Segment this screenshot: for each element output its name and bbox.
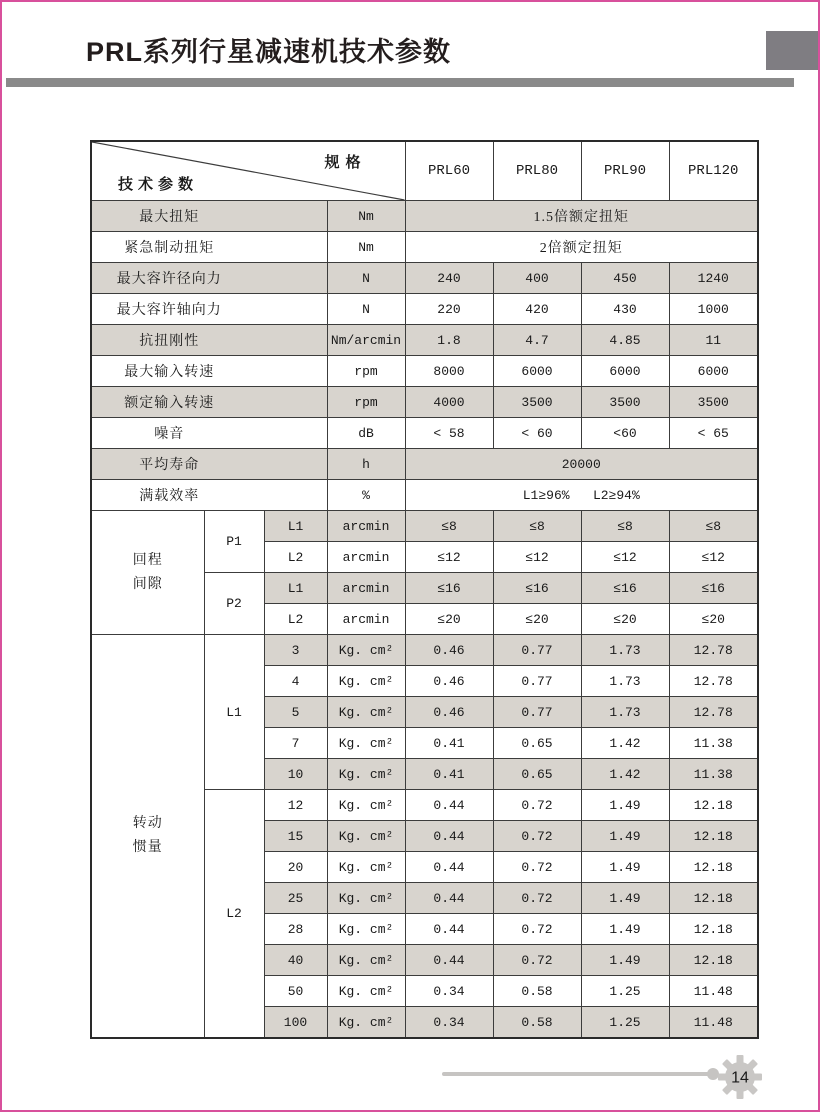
unit-cell: Nm (327, 232, 405, 263)
value-cell: 0.41 (405, 728, 493, 759)
unit-cell: Kg. cm² (327, 914, 405, 945)
unit-cell: arcmin (327, 511, 405, 542)
value-cell: ≤16 (405, 573, 493, 604)
model-header-prl60: PRL60 (405, 141, 493, 201)
page-number-gear (716, 1053, 764, 1101)
ratio-cell: 20 (264, 852, 327, 883)
value-cell: 12.18 (669, 852, 758, 883)
level-cell: L2 (264, 604, 327, 635)
value-cell: 11.48 (669, 1007, 758, 1039)
value-cell: ≤16 (493, 573, 581, 604)
unit-cell: dB (327, 418, 405, 449)
level-cell: L2 (264, 542, 327, 573)
param-name-cell: 满载效率 (91, 480, 327, 511)
row-average-life (91, 449, 758, 480)
footer-rule (442, 1072, 714, 1076)
unit-cell: Kg. cm² (327, 821, 405, 852)
value-cell: 4.85 (581, 325, 669, 356)
value-cell: 1.73 (581, 697, 669, 728)
value-cell: 1.49 (581, 883, 669, 914)
ratio-cell: 50 (264, 976, 327, 1007)
value-cell: 1.8 (405, 325, 493, 356)
param-name-cell: 最大扭矩 (91, 201, 327, 232)
value-cell: 6000 (669, 356, 758, 387)
backlash-group-line2: 间隙 (132, 576, 163, 592)
level-cell: L1 (264, 573, 327, 604)
header-row (91, 141, 758, 201)
value-cell: 1.49 (581, 852, 669, 883)
value-cell: 0.46 (405, 666, 493, 697)
param-corner-label: 技术参数 (118, 177, 199, 193)
value-cell: 1.25 (581, 1007, 669, 1039)
value-cell: 0.72 (493, 790, 581, 821)
ratio-cell: 7 (264, 728, 327, 759)
value-cell: 0.41 (405, 759, 493, 790)
value-cell: 0.72 (493, 852, 581, 883)
ratio-cell: 25 (264, 883, 327, 914)
row-backlash-p1-l1 (91, 511, 758, 542)
merged-value-cell: L1≥96% L2≥94% (405, 480, 758, 511)
value-cell: 1240 (669, 263, 758, 294)
value-cell: 12.78 (669, 635, 758, 666)
unit-cell: Kg. cm² (327, 728, 405, 759)
unit-cell: N (327, 294, 405, 325)
value-cell: ≤8 (669, 511, 758, 542)
value-cell: 12.18 (669, 914, 758, 945)
value-cell: 1.49 (581, 821, 669, 852)
value-cell: <60 (581, 418, 669, 449)
value-cell: 1.42 (581, 728, 669, 759)
param-name-cell: 最大输入转速 (91, 356, 327, 387)
value-cell: ≤12 (405, 542, 493, 573)
value-cell: 6000 (493, 356, 581, 387)
ratio-cell: 10 (264, 759, 327, 790)
spec-table (90, 140, 759, 1039)
value-cell: 0.44 (405, 914, 493, 945)
value-cell: 0.44 (405, 790, 493, 821)
value-cell: 4000 (405, 387, 493, 418)
value-cell: ≤16 (581, 573, 669, 604)
value-cell: 8000 (405, 356, 493, 387)
value-cell: 3500 (581, 387, 669, 418)
unit-cell: Kg. cm² (327, 759, 405, 790)
value-cell: 0.46 (405, 697, 493, 728)
value-cell: 12.18 (669, 883, 758, 914)
unit-cell: Kg. cm² (327, 697, 405, 728)
unit-cell: Nm/arcmin (327, 325, 405, 356)
value-cell: 3500 (493, 387, 581, 418)
level-group-cell-l1: L1 (204, 635, 264, 790)
value-cell: 1.73 (581, 635, 669, 666)
value-cell: 0.44 (405, 852, 493, 883)
value-cell: 1.42 (581, 759, 669, 790)
inertia-group-line2: 惯量 (132, 840, 163, 855)
unit-cell: Kg. cm² (327, 1007, 405, 1039)
grade-cell-p2: P2 (204, 573, 264, 635)
inertia-group-cell (91, 635, 204, 1039)
row-radial-force (91, 263, 758, 294)
unit-cell: arcmin (327, 604, 405, 635)
value-cell: 450 (581, 263, 669, 294)
row-max-input-speed (91, 356, 758, 387)
unit-cell: Kg. cm² (327, 945, 405, 976)
value-cell: < 65 (669, 418, 758, 449)
value-cell: 0.65 (493, 759, 581, 790)
value-cell: ≤20 (669, 604, 758, 635)
value-cell: ≤8 (493, 511, 581, 542)
value-cell: ≤20 (405, 604, 493, 635)
merged-value-cell: 2倍额定扭矩 (405, 232, 758, 263)
unit-cell: rpm (327, 387, 405, 418)
row-axial-force (91, 294, 758, 325)
merged-value-cell: 1.5倍额定扭矩 (405, 201, 758, 232)
value-cell: 1.73 (581, 666, 669, 697)
value-cell: 1.49 (581, 945, 669, 976)
param-name-cell: 最大容许轴向力 (91, 294, 327, 325)
param-name-cell: 紧急制动扭矩 (91, 232, 327, 263)
value-cell: ≤12 (493, 542, 581, 573)
unit-cell: Kg. cm² (327, 790, 405, 821)
level-group-cell-l2: L2 (204, 790, 264, 1039)
value-cell: ≤20 (493, 604, 581, 635)
unit-cell: Kg. cm² (327, 883, 405, 914)
value-cell: 0.77 (493, 635, 581, 666)
value-cell: 0.46 (405, 635, 493, 666)
value-cell: 3500 (669, 387, 758, 418)
diagonal-header-cell (91, 141, 405, 201)
param-name-cell: 抗扭刚性 (91, 325, 327, 356)
row-torsional-rigidity (91, 325, 758, 356)
value-cell: 1.25 (581, 976, 669, 1007)
value-cell: 240 (405, 263, 493, 294)
title-underline-bar (6, 78, 794, 87)
row-rated-input-speed (91, 387, 758, 418)
value-cell: 0.58 (493, 976, 581, 1007)
value-cell: ≤8 (405, 511, 493, 542)
model-header-prl90: PRL90 (581, 141, 669, 201)
value-cell: 0.44 (405, 883, 493, 914)
value-cell: 1.49 (581, 790, 669, 821)
value-cell: 1000 (669, 294, 758, 325)
value-cell: 12.78 (669, 666, 758, 697)
row-noise (91, 418, 758, 449)
param-name-cell: 最大容许径向力 (91, 263, 327, 294)
param-name-cell: 噪音 (91, 418, 327, 449)
ratio-cell: 100 (264, 1007, 327, 1039)
value-cell: 0.44 (405, 945, 493, 976)
model-header-prl120: PRL120 (669, 141, 758, 201)
value-cell: 12.18 (669, 821, 758, 852)
value-cell: 0.72 (493, 945, 581, 976)
unit-cell: arcmin (327, 542, 405, 573)
row-inertia-3 (91, 635, 758, 666)
value-cell: 400 (493, 263, 581, 294)
value-cell: 11.48 (669, 976, 758, 1007)
unit-cell: % (327, 480, 405, 511)
value-cell: 11.38 (669, 728, 758, 759)
backlash-group-line1: 回程 (132, 552, 163, 568)
ratio-cell: 28 (264, 914, 327, 945)
value-cell: 12.18 (669, 790, 758, 821)
row-brake-torque (91, 232, 758, 263)
unit-cell: Kg. cm² (327, 852, 405, 883)
spec-corner-label: 规格 (324, 155, 367, 171)
unit-cell: Kg. cm² (327, 666, 405, 697)
unit-cell: rpm (327, 356, 405, 387)
level-cell: L1 (264, 511, 327, 542)
merged-value-cell: 20000 (405, 449, 758, 480)
value-cell: < 60 (493, 418, 581, 449)
value-cell: 430 (581, 294, 669, 325)
model-header-prl80: PRL80 (493, 141, 581, 201)
grade-cell-p1: P1 (204, 511, 264, 573)
ratio-cell: 15 (264, 821, 327, 852)
value-cell: 0.72 (493, 883, 581, 914)
value-cell: 0.34 (405, 976, 493, 1007)
param-name-cell: 平均寿命 (91, 449, 327, 480)
value-cell: ≤20 (581, 604, 669, 635)
value-cell: 11 (669, 325, 758, 356)
value-cell: 420 (493, 294, 581, 325)
gear-icon (716, 1053, 764, 1101)
ratio-cell: 40 (264, 945, 327, 976)
ratio-cell: 5 (264, 697, 327, 728)
row-full-load-efficiency (91, 480, 758, 511)
param-name-cell: 额定输入转速 (91, 387, 327, 418)
inertia-group-line1: 转动 (132, 816, 163, 832)
value-cell: 12.18 (669, 945, 758, 976)
value-cell: 220 (405, 294, 493, 325)
value-cell: 12.78 (669, 697, 758, 728)
ratio-cell: 4 (264, 666, 327, 697)
value-cell: ≤8 (581, 511, 669, 542)
value-cell: < 58 (405, 418, 493, 449)
corner-decoration-square (766, 31, 818, 70)
unit-cell: arcmin (327, 573, 405, 604)
unit-cell: Kg. cm² (327, 976, 405, 1007)
value-cell: ≤12 (669, 542, 758, 573)
backlash-group-cell (91, 511, 204, 635)
value-cell: 0.65 (493, 728, 581, 759)
unit-cell: Kg. cm² (327, 635, 405, 666)
unit-cell: h (327, 449, 405, 480)
value-cell: ≤12 (581, 542, 669, 573)
value-cell: 11.38 (669, 759, 758, 790)
value-cell: 1.49 (581, 914, 669, 945)
page-title: PRL系列行星减速机技术参数 (86, 37, 451, 67)
value-cell: 0.44 (405, 821, 493, 852)
ratio-cell: 12 (264, 790, 327, 821)
value-cell: 0.72 (493, 821, 581, 852)
value-cell: 6000 (581, 356, 669, 387)
value-cell: 0.34 (405, 1007, 493, 1039)
value-cell: 0.77 (493, 697, 581, 728)
value-cell: 0.58 (493, 1007, 581, 1039)
unit-cell: N (327, 263, 405, 294)
unit-cell: Nm (327, 201, 405, 232)
value-cell: 4.7 (493, 325, 581, 356)
value-cell: 0.77 (493, 666, 581, 697)
row-max-torque (91, 201, 758, 232)
ratio-cell: 3 (264, 635, 327, 666)
value-cell: 0.72 (493, 914, 581, 945)
page-number: 14 (731, 1069, 749, 1087)
value-cell: ≤16 (669, 573, 758, 604)
